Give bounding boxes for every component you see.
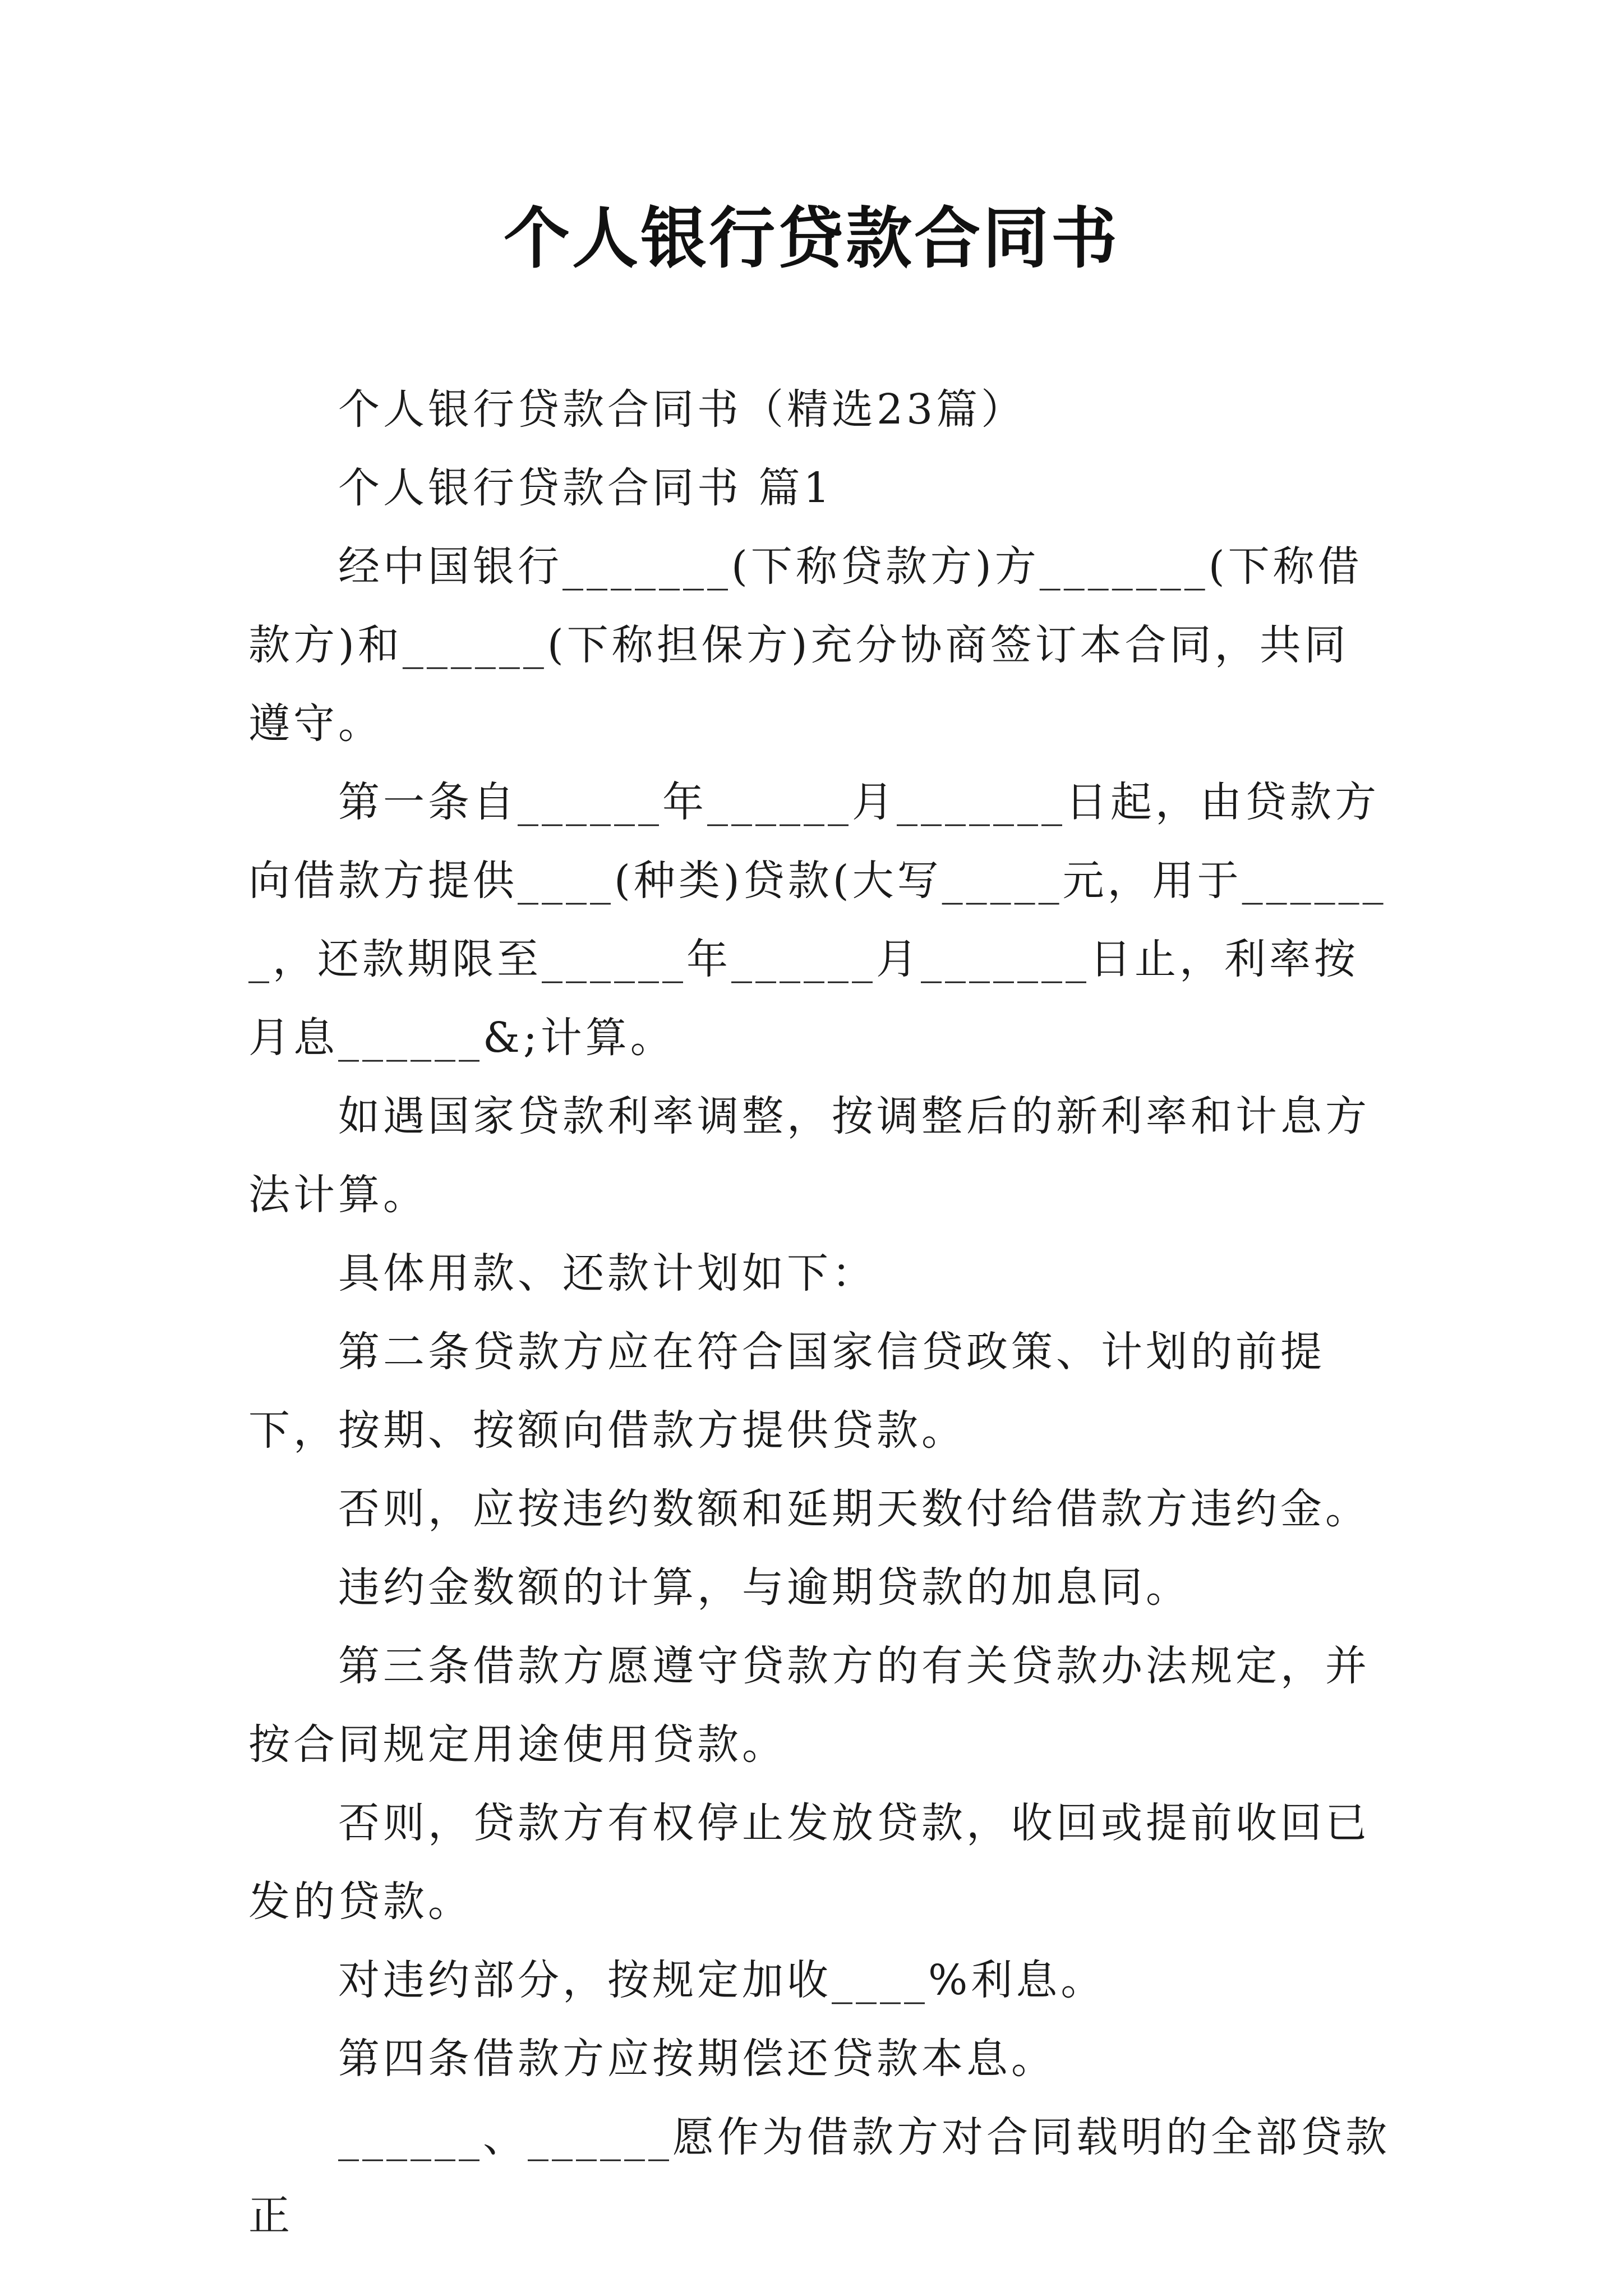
paragraph-preamble: 经中国银行_______(下称贷款方)方_______(下称借款方)和______(下称担保方)充分协商签订本合同，共同遵守。 [248, 542, 1363, 748]
paragraph-section-heading: 个人银行贷款合同书 篇1 [338, 464, 833, 512]
paragraph-guarantor: ______、______愿作为借款方对合同载明的全部贷款正 [248, 2113, 1390, 2240]
paragraph-interest-surcharge: 对违约部分，按规定加收____%利息。 [338, 1956, 1106, 2004]
paragraph-repayment-plan: 具体用款、还款计划如下： [338, 1249, 877, 1297]
paragraph-article-4: 第四条借款方应按期偿还贷款本息。 [338, 2035, 1056, 2083]
paragraph-rate-adjustment: 如遇国家贷款利率调整，按调整后的新利率和计息方法计算。 [248, 1092, 1370, 1219]
document-title: 个人银行贷款合同书 [503, 199, 1119, 277]
paragraph-penalty-calculation: 违约金数额的计算，与逾期贷款的加息同。 [338, 1563, 1191, 1612]
paragraph-penalty: 否则，应按违约数额和延期天数付给借款方违约金。 [338, 1485, 1370, 1533]
paragraph-article-3: 第三条借款方愿遵守贷款方的有关贷款办法规定，并按合同规定用途使用贷款。 [248, 1642, 1370, 1769]
document-body [248, 370, 1393, 2255]
paragraph-subtitle: 个人银行贷款合同书（精选23篇） [338, 385, 1026, 434]
paragraph-article-2: 第二条贷款方应在符合国家信贷政策、计划的前提下，按期、按额向借款方提供贷款。 [248, 1328, 1325, 1455]
paragraph-loan-recall: 否则，贷款方有权停止发放贷款，收回或提前收回已发的贷款。 [248, 1799, 1370, 1926]
paragraph-article-1: 第一条自______年______月_______日起，由贷款方向借款方提供____(种类)贷款(大写_____元，用于_______，还款期限至______年______月_______日止，利率按月息______&;计算。 [248, 778, 1387, 1062]
